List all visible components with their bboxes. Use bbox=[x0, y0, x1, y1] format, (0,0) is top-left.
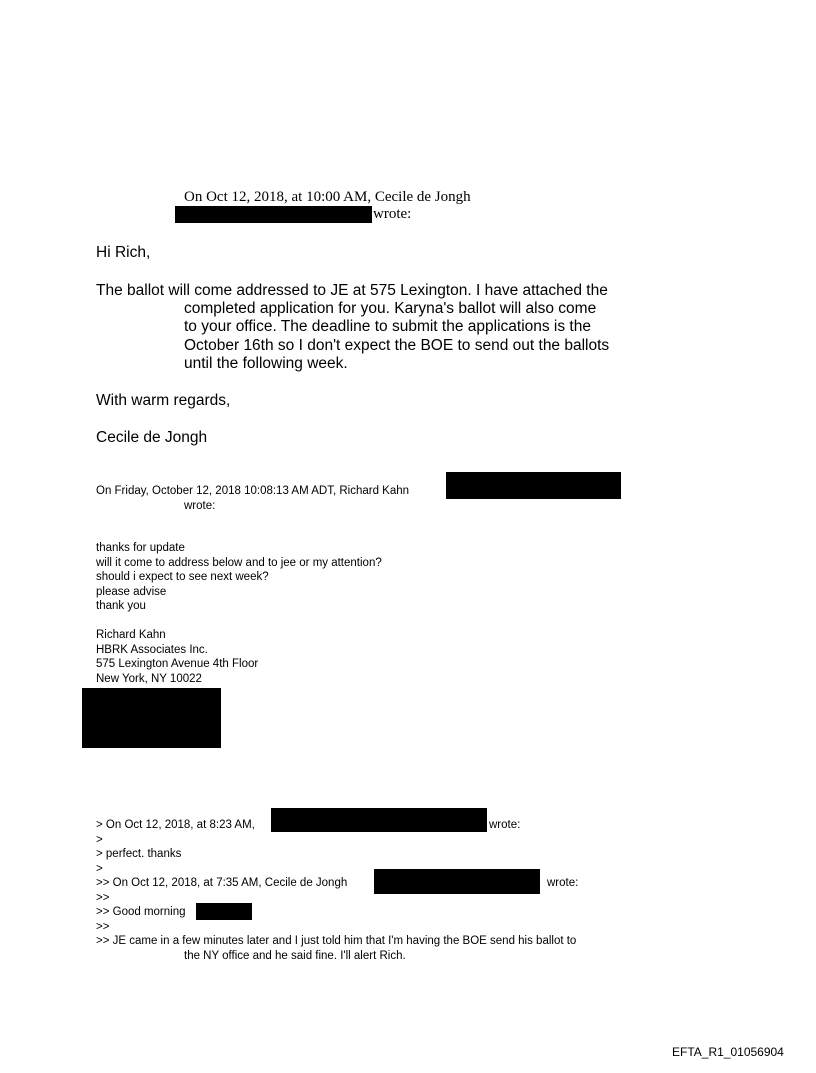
reply-line: thank you bbox=[96, 600, 146, 612]
quoted-line: the NY office and he said fine. I'll alert Rich. bbox=[184, 950, 406, 962]
paragraph-line: until the following week. bbox=[184, 355, 348, 372]
quoted-line: >> On Oct 12, 2018, at 7:35 AM, Cecile de Jongh bbox=[96, 877, 348, 889]
signature-line: HBRK Associates Inc. bbox=[96, 644, 208, 656]
redaction-block bbox=[82, 688, 221, 748]
quoted-line: >> JE came in a few minutes later and I just told him that I'm having the BOE send his ballot to bbox=[96, 935, 577, 947]
quoted-line: > perfect. thanks bbox=[96, 848, 182, 860]
signature-line: New York, NY 10022 bbox=[96, 673, 202, 685]
document-id: EFTA_R1_01056904 bbox=[672, 1045, 784, 1059]
redaction-block bbox=[175, 206, 372, 223]
signature: Cecile de Jongh bbox=[96, 429, 208, 446]
reply-line: thanks for update bbox=[96, 542, 185, 554]
redaction-block bbox=[446, 472, 621, 499]
redaction-block bbox=[271, 808, 487, 832]
quoted-line-wrote: wrote: bbox=[489, 819, 521, 831]
signature-line: 575 Lexington Avenue 4th Floor bbox=[96, 658, 259, 670]
paragraph-line: completed application for you. Karyna's ballot will also come bbox=[184, 300, 597, 317]
quoted-line: > bbox=[96, 863, 103, 875]
closing: With warm regards, bbox=[96, 392, 231, 409]
quoted-line: > On Oct 12, 2018, at 8:23 AM, bbox=[96, 819, 255, 831]
quoted-line: > bbox=[96, 834, 103, 846]
paragraph-line: October 16th so I don't expect the BOE to send out the ballots bbox=[184, 337, 610, 354]
paragraph-line: to your office. The deadline to submit the applications is the bbox=[184, 318, 591, 335]
signature-line: Richard Kahn bbox=[96, 629, 166, 641]
greeting: Hi Rich, bbox=[96, 244, 151, 261]
quoted-line: >> Good morning bbox=[96, 906, 186, 918]
email-header-wrote: wrote: bbox=[373, 206, 412, 222]
redaction-block bbox=[196, 903, 252, 920]
email-header-line: On Oct 12, 2018, at 10:00 AM, Cecile de Jongh bbox=[184, 189, 471, 205]
quoted-line-wrote: wrote: bbox=[547, 877, 579, 889]
reply-line: please advise bbox=[96, 586, 167, 598]
paragraph-line: The ballot will come addressed to JE at 575 Lexington. I have attached the bbox=[96, 282, 608, 299]
quoted-line: >> bbox=[96, 921, 110, 933]
reply-header-wrote: wrote: bbox=[184, 500, 216, 512]
redaction-block bbox=[374, 869, 540, 894]
reply-line: will it come to address below and to jee or my attention? bbox=[96, 557, 382, 569]
reply-line: should i expect to see next week? bbox=[96, 571, 269, 583]
quoted-line: >> bbox=[96, 892, 110, 904]
reply-header-line: On Friday, October 12, 2018 10:08:13 AM ADT, Richard Kahn bbox=[96, 485, 410, 497]
